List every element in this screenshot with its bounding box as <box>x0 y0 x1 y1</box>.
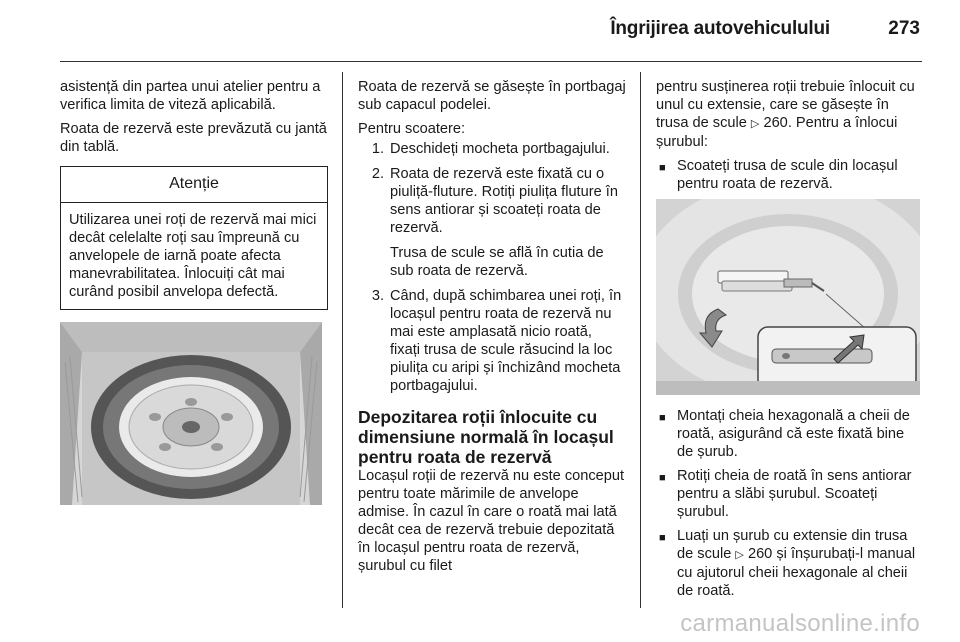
removal-steps <box>358 140 626 395</box>
warning-title: Atenție <box>61 167 327 203</box>
bullet-text: Montați cheia hexagonală a cheii de roată, asigurând că este fixată bine de șurub. <box>677 408 910 460</box>
list-item <box>656 527 924 600</box>
spare-wheel-photo <box>60 322 322 505</box>
square-bullet-icon: ■ <box>659 472 666 484</box>
warning-text: Utilizarea unei roți de rezervă mai mici decât celelalte roți sau împreună cu anvelopele de iarnă poate afecta manevrabilitatea. Înlocuiți cât mai curând posibil anvelopa defectă. <box>69 212 317 300</box>
column-right <box>656 78 924 606</box>
list-item <box>358 140 626 158</box>
section-heading: Depozitarea roții înlocuite cu dimensiune normală în locașul pentru roata de rezervă <box>358 407 614 467</box>
step-note: Trusa de scule se află în cutia de sub roata de rezervă. <box>390 245 604 279</box>
spare-wheel-illustration <box>60 322 322 505</box>
text-run: pentru susținerea roții trebuie înlocuit cu unul cu extensie, care se găsește în trusa de scule <box>656 79 915 131</box>
step-text: Când, după schimbarea unei roți, în locașul pentru roata de rezervă nu mai este amplasată nicio roată, fixați trusa de scule răsucind la loc piulița cu aripi și închizând mocheta portbagajului. <box>390 288 622 394</box>
page-number: 273 <box>888 18 920 39</box>
text-run: Luați un șurub cu extensie din trusa de scule <box>677 528 908 562</box>
paragraph <box>656 78 924 151</box>
bullet-text <box>677 527 924 600</box>
paragraph: Locașul roții de rezervă nu este conceput pentru toate mărimile de anvelope admise. În cazul în care o roată mai lată decât cea de rezervă trebuie depozitată în locașul pentru roata de rezervă, șurubul cu filet <box>358 468 625 574</box>
text-run: și înșurubați-l manual cu ajutorul cheii hexagonale al cheii de roată. <box>677 546 916 599</box>
bullet-text: Rotiți cheia de roată în sens antiorar pentru a slăbi șurubul. Scoateți șurubul. <box>677 468 912 520</box>
watermark: carmanualsonline.info <box>680 610 920 637</box>
list-item <box>656 407 924 461</box>
page-reference-link[interactable]: 260 <box>747 546 773 562</box>
step-number: 2. <box>371 166 384 182</box>
page-reference-arrow-icon: ▷ <box>750 118 760 130</box>
list-item <box>656 157 924 193</box>
step-number: 1. <box>371 141 384 157</box>
column-middle <box>358 78 626 581</box>
list-item <box>358 287 626 395</box>
bullet-text: Scoateți trusa de scule din locașul pentru roata de rezervă. <box>677 158 898 192</box>
paragraph: Roata de rezervă se găsește în portbagaj sub capacul podelei. <box>358 79 626 113</box>
step-text: Deschideți mocheta portbagajului. <box>390 141 610 157</box>
step-text: Roata de rezervă este fixată cu o piuliță-fluture. Rotiți piulița fluture în sens antiorar și scoateți roata de rezervă. <box>390 166 618 236</box>
step-body <box>390 165 626 280</box>
tool-kit-drawing <box>656 199 920 395</box>
page-reference-arrow-icon: ▷ <box>735 549 744 561</box>
paragraph: Pentru scoatere: <box>358 121 466 137</box>
paragraph: asistență din partea unui atelier pentru a verifica limita de viteză aplicabilă. <box>60 79 321 113</box>
header-divider <box>60 61 922 62</box>
square-bullet-icon: ■ <box>659 162 666 174</box>
bullet-list <box>656 407 924 600</box>
square-bullet-icon: ■ <box>659 412 666 424</box>
step-number: 3. <box>371 288 384 304</box>
square-bullet-icon: ■ <box>659 532 666 544</box>
text-run: . Pentru a înlocui șurubul: <box>656 115 898 150</box>
page-title: Îngrijirea autovehiculului <box>610 18 830 39</box>
column-left <box>60 78 328 505</box>
list-item <box>656 467 924 521</box>
warning-box <box>60 166 328 310</box>
bullet-list <box>656 157 924 193</box>
column-divider <box>640 72 641 608</box>
page-reference-link[interactable]: 260 <box>763 115 788 131</box>
column-divider <box>342 72 343 608</box>
tool-kit-illustration <box>656 199 920 395</box>
list-item <box>358 165 626 280</box>
paragraph: Roata de rezervă este prevăzută cu jantă din tablă. <box>60 121 327 155</box>
